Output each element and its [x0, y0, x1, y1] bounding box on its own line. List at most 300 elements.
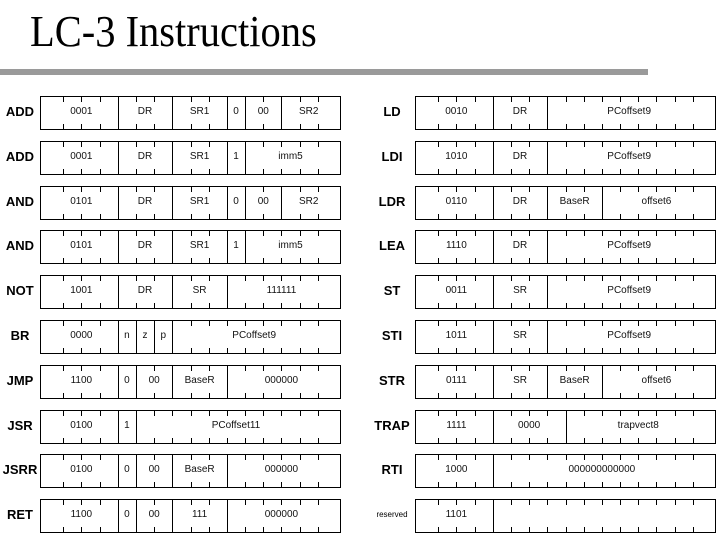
bit-tick: [620, 142, 621, 147]
bit-tick: [100, 97, 101, 102]
opcode-label-add: ADD: [5, 148, 35, 164]
bit-tick: [81, 187, 82, 192]
title-underline: [0, 69, 648, 75]
bit-tick: [209, 438, 210, 443]
field-p: p: [160, 330, 166, 341]
bit-tick: [584, 393, 585, 398]
bit-tick: [638, 527, 639, 532]
bit-tick: [263, 276, 264, 281]
bit-tick: [318, 169, 319, 174]
bit-tick: [318, 124, 319, 129]
bit-tick: [675, 438, 676, 443]
bit-tick: [300, 142, 301, 147]
bit-tick: [438, 366, 439, 371]
bit-tick: [475, 411, 476, 416]
bit-tick: [63, 366, 64, 371]
field-pcoffset9: PCoffset9: [607, 285, 652, 297]
bit-tick: [638, 169, 639, 174]
bit-tick: [81, 455, 82, 460]
field-divider: [547, 142, 548, 174]
bit-tick: [584, 231, 585, 236]
bit-tick: [456, 169, 457, 174]
bit-tick: [81, 276, 82, 281]
bit-tick: [656, 438, 657, 443]
bit-tick: [584, 142, 585, 147]
bit-tick: [602, 411, 603, 416]
bit-tick: [281, 348, 282, 353]
bit-tick: [209, 482, 210, 487]
opcode-label-trap: TRAP: [374, 417, 410, 433]
bit-tick: [281, 258, 282, 263]
bit-tick: [209, 321, 210, 326]
bit-tick: [566, 348, 567, 353]
bit-tick: [81, 348, 82, 353]
field-0010: 0010: [445, 106, 468, 117]
bit-tick: [693, 455, 694, 460]
bit-tick: [529, 321, 530, 326]
field-pcoffset9: PCoffset9: [607, 330, 652, 341]
bit-tick: [675, 231, 676, 236]
bit-tick: [81, 169, 82, 174]
bit-tick: [566, 482, 567, 487]
bit-tick: [100, 303, 101, 308]
field-sr: SR: [192, 285, 207, 297]
field-1000: 1000: [445, 464, 468, 476]
bit-tick: [511, 303, 512, 308]
bit-tick: [227, 348, 228, 353]
bit-tick: [191, 321, 192, 326]
field-divider: [118, 187, 119, 219]
field-00: 00: [257, 195, 269, 207]
field-000000000000: 000000000000: [568, 464, 636, 476]
bit-tick: [136, 142, 137, 147]
bit-tick: [456, 455, 457, 460]
bit-tick: [475, 276, 476, 281]
field-baser: BaseR: [184, 374, 215, 386]
bit-tick: [584, 321, 585, 326]
bit-tick: [100, 366, 101, 371]
bit-tick: [438, 97, 439, 102]
bit-tick: [300, 411, 301, 416]
field-divider: [172, 97, 173, 129]
field-divider: [493, 142, 494, 174]
bit-tick: [209, 527, 210, 532]
bit-tick: [63, 214, 64, 219]
bit-tick: [475, 393, 476, 398]
bit-tick: [191, 214, 192, 219]
bit-tick: [154, 142, 155, 147]
bit-tick: [638, 348, 639, 353]
field-0: 0: [233, 195, 239, 207]
bit-tick: [566, 142, 567, 147]
bit-tick: [620, 214, 621, 219]
instruction-row-jsr: [40, 410, 341, 444]
bit-tick: [456, 97, 457, 102]
bit-tick: [511, 258, 512, 263]
field-0000: 0000: [518, 419, 541, 431]
bit-tick: [693, 187, 694, 192]
field-divider: [172, 500, 173, 532]
field-divider: [245, 187, 246, 219]
bit-tick: [675, 142, 676, 147]
bit-tick: [547, 438, 548, 443]
field-divider: [493, 500, 494, 532]
bit-tick: [245, 438, 246, 443]
bit-tick: [300, 455, 301, 460]
bit-tick: [81, 366, 82, 371]
field-pcoffset9: PCoffset9: [607, 240, 652, 252]
bit-tick: [300, 527, 301, 532]
bit-tick: [100, 142, 101, 147]
bit-tick: [300, 276, 301, 281]
bit-tick: [584, 303, 585, 308]
opcode-label-not: NOT: [6, 283, 34, 299]
bit-tick: [584, 348, 585, 353]
bit-tick: [191, 187, 192, 192]
bit-tick: [281, 303, 282, 308]
bit-tick: [318, 482, 319, 487]
bit-tick: [620, 124, 621, 129]
bit-tick: [63, 321, 64, 326]
field-0: 0: [124, 509, 130, 521]
bit-tick: [511, 348, 512, 353]
bit-tick: [638, 393, 639, 398]
bit-tick: [81, 500, 82, 505]
field-000000: 000000: [264, 509, 299, 521]
bit-tick: [136, 258, 137, 263]
bit-tick: [475, 169, 476, 174]
bit-tick: [191, 276, 192, 281]
field-divider: [493, 455, 494, 487]
bit-tick: [100, 258, 101, 263]
bit-tick: [602, 500, 603, 505]
bit-tick: [100, 214, 101, 219]
field-divider: [136, 411, 137, 443]
bit-tick: [638, 258, 639, 263]
bit-tick: [300, 258, 301, 263]
bit-tick: [300, 97, 301, 102]
bit-tick: [100, 455, 101, 460]
bit-tick: [602, 231, 603, 236]
bit-tick: [511, 482, 512, 487]
bit-tick: [191, 97, 192, 102]
field-offset6: offset6: [641, 374, 672, 386]
instruction-row-lea: [415, 230, 716, 264]
bit-tick: [693, 258, 694, 263]
bit-tick: [638, 97, 639, 102]
bit-tick: [693, 366, 694, 371]
field-sr: SR: [513, 330, 527, 341]
bit-tick: [81, 438, 82, 443]
bit-tick: [584, 482, 585, 487]
bit-tick: [529, 455, 530, 460]
bit-tick: [154, 214, 155, 219]
field-1111: 1111: [446, 419, 467, 431]
field-divider: [547, 366, 548, 398]
field-divider: [227, 142, 228, 174]
bit-tick: [656, 258, 657, 263]
field-0000: 0000: [70, 330, 93, 341]
bit-tick: [620, 482, 621, 487]
bit-tick: [318, 321, 319, 326]
bit-tick: [675, 169, 676, 174]
bit-tick: [475, 187, 476, 192]
instruction-row-reserved: [415, 499, 716, 533]
bit-tick: [475, 124, 476, 129]
bit-tick: [566, 169, 567, 174]
bit-tick: [300, 321, 301, 326]
bit-tick: [566, 231, 567, 236]
bit-tick: [263, 393, 264, 398]
opcode-label-lea: LEA: [379, 238, 405, 254]
bit-tick: [63, 97, 64, 102]
field-0: 0: [233, 106, 239, 117]
field-0: 0: [124, 374, 130, 386]
field-divider: [118, 455, 119, 487]
bit-tick: [263, 438, 264, 443]
bit-tick: [456, 482, 457, 487]
bit-tick: [63, 438, 64, 443]
bit-tick: [620, 97, 621, 102]
field-1110: 1110: [445, 240, 467, 252]
bit-tick: [63, 187, 64, 192]
bit-tick: [638, 231, 639, 236]
bit-tick: [263, 97, 264, 102]
bit-tick: [281, 482, 282, 487]
bit-tick: [318, 527, 319, 532]
opcode-label-str: STR: [379, 372, 405, 388]
bit-tick: [263, 482, 264, 487]
bit-tick: [263, 500, 264, 505]
bit-tick: [300, 438, 301, 443]
bit-tick: [675, 411, 676, 416]
bit-tick: [100, 187, 101, 192]
bit-tick: [438, 438, 439, 443]
bit-tick: [584, 527, 585, 532]
bit-tick: [63, 276, 64, 281]
bit-tick: [693, 276, 694, 281]
field-divider: [281, 187, 282, 219]
bit-tick: [209, 97, 210, 102]
bit-tick: [300, 366, 301, 371]
field-dr: DR: [137, 240, 153, 252]
bit-tick: [566, 276, 567, 281]
field-divider: [136, 500, 137, 532]
field-divider: [281, 97, 282, 129]
bit-tick: [245, 482, 246, 487]
bit-tick: [529, 231, 530, 236]
bit-tick: [475, 303, 476, 308]
bit-tick: [191, 142, 192, 147]
bit-tick: [456, 258, 457, 263]
bit-tick: [136, 214, 137, 219]
bit-tick: [620, 438, 621, 443]
bit-tick: [675, 276, 676, 281]
bit-tick: [281, 393, 282, 398]
bit-tick: [693, 124, 694, 129]
bit-tick: [456, 231, 457, 236]
bit-tick: [209, 455, 210, 460]
bit-tick: [547, 482, 548, 487]
field-0100: 0100: [70, 419, 93, 431]
bit-tick: [529, 276, 530, 281]
bit-tick: [318, 97, 319, 102]
field-divider: [136, 321, 137, 353]
bit-tick: [566, 303, 567, 308]
bit-tick: [263, 258, 264, 263]
bit-tick: [638, 276, 639, 281]
bit-tick: [656, 214, 657, 219]
bit-tick: [318, 187, 319, 192]
field-divider: [493, 187, 494, 219]
instruction-row-and: [40, 230, 341, 264]
bit-tick: [136, 97, 137, 102]
bit-tick: [63, 393, 64, 398]
instruction-row-trap: [415, 410, 716, 444]
bit-tick: [300, 393, 301, 398]
field-000000: 000000: [264, 374, 299, 386]
bit-tick: [620, 393, 621, 398]
bit-tick: [100, 500, 101, 505]
bit-tick: [620, 187, 621, 192]
instruction-row-not: [40, 275, 341, 309]
field-0100: 0100: [70, 464, 93, 476]
bit-tick: [620, 276, 621, 281]
bit-tick: [136, 124, 137, 129]
bit-tick: [136, 187, 137, 192]
bit-tick: [475, 214, 476, 219]
bit-tick: [656, 169, 657, 174]
bit-tick: [511, 142, 512, 147]
bit-tick: [63, 500, 64, 505]
bit-tick: [620, 366, 621, 371]
field-divider: [136, 455, 137, 487]
bit-tick: [675, 187, 676, 192]
bit-tick: [281, 500, 282, 505]
field-divider: [493, 97, 494, 129]
bit-tick: [475, 455, 476, 460]
bit-tick: [566, 366, 567, 371]
field-sr2: SR2: [298, 106, 319, 117]
opcode-label-rti: RTI: [381, 462, 403, 478]
field-offset6: offset6: [641, 195, 672, 207]
bit-tick: [675, 393, 676, 398]
bit-tick: [584, 258, 585, 263]
bit-tick: [245, 276, 246, 281]
bit-tick: [81, 124, 82, 129]
field-divider: [227, 276, 228, 308]
bit-tick: [638, 214, 639, 219]
bit-tick: [511, 124, 512, 129]
field-divider: [493, 366, 494, 398]
field-divider: [227, 187, 228, 219]
bit-tick: [438, 258, 439, 263]
field-0011: 0011: [445, 285, 468, 297]
bit-tick: [566, 124, 567, 129]
bit-tick: [675, 124, 676, 129]
instruction-row-and: [40, 186, 341, 220]
bit-tick: [693, 97, 694, 102]
field-00: 00: [148, 509, 160, 521]
bit-tick: [511, 231, 512, 236]
bit-tick: [63, 231, 64, 236]
bit-tick: [318, 393, 319, 398]
bit-tick: [693, 142, 694, 147]
bit-tick: [263, 303, 264, 308]
field-dr: DR: [137, 285, 153, 297]
bit-tick: [566, 500, 567, 505]
bit-tick: [438, 187, 439, 192]
field-0: 0: [124, 464, 130, 476]
bit-tick: [547, 411, 548, 416]
bit-tick: [511, 500, 512, 505]
bit-tick: [602, 258, 603, 263]
bit-tick: [209, 231, 210, 236]
bit-tick: [566, 187, 567, 192]
bit-tick: [584, 214, 585, 219]
bit-tick: [456, 438, 457, 443]
bit-tick: [475, 366, 476, 371]
bit-tick: [693, 303, 694, 308]
field-divider: [547, 97, 548, 129]
bit-tick: [281, 169, 282, 174]
instruction-row-ldr: [415, 186, 716, 220]
opcode-label-ldi: LDI: [381, 148, 403, 164]
bit-tick: [602, 124, 603, 129]
bit-tick: [656, 187, 657, 192]
opcode-label-br: BR: [10, 328, 30, 343]
field-divider: [547, 187, 548, 219]
bit-tick: [300, 124, 301, 129]
field-sr: SR: [513, 285, 527, 297]
bit-tick: [656, 411, 657, 416]
field-imm5: imm5: [278, 240, 303, 252]
bit-tick: [281, 142, 282, 147]
bit-tick: [227, 321, 228, 326]
bit-tick: [475, 527, 476, 532]
instruction-row-rti: [415, 454, 716, 488]
bit-tick: [529, 366, 530, 371]
field-dr: DR: [512, 240, 528, 252]
field-divider: [118, 411, 119, 443]
bit-tick: [154, 527, 155, 532]
bit-tick: [638, 366, 639, 371]
opcode-label-sti: STI: [381, 328, 403, 343]
bit-tick: [584, 187, 585, 192]
bit-tick: [245, 455, 246, 460]
bit-tick: [675, 321, 676, 326]
bit-tick: [675, 500, 676, 505]
bit-tick: [456, 500, 457, 505]
bit-tick: [172, 411, 173, 416]
bit-tick: [529, 303, 530, 308]
bit-tick: [584, 411, 585, 416]
field-divider: [172, 231, 173, 263]
bit-tick: [154, 411, 155, 416]
bit-tick: [245, 393, 246, 398]
opcode-label-add: ADD: [5, 104, 35, 119]
bit-tick: [529, 142, 530, 147]
bit-tick: [81, 303, 82, 308]
bit-tick: [209, 142, 210, 147]
field-divider: [227, 366, 228, 398]
bit-tick: [81, 482, 82, 487]
bit-tick: [318, 258, 319, 263]
bit-tick: [63, 142, 64, 147]
bit-tick: [638, 321, 639, 326]
bit-tick: [191, 231, 192, 236]
field-z: z: [142, 330, 148, 341]
